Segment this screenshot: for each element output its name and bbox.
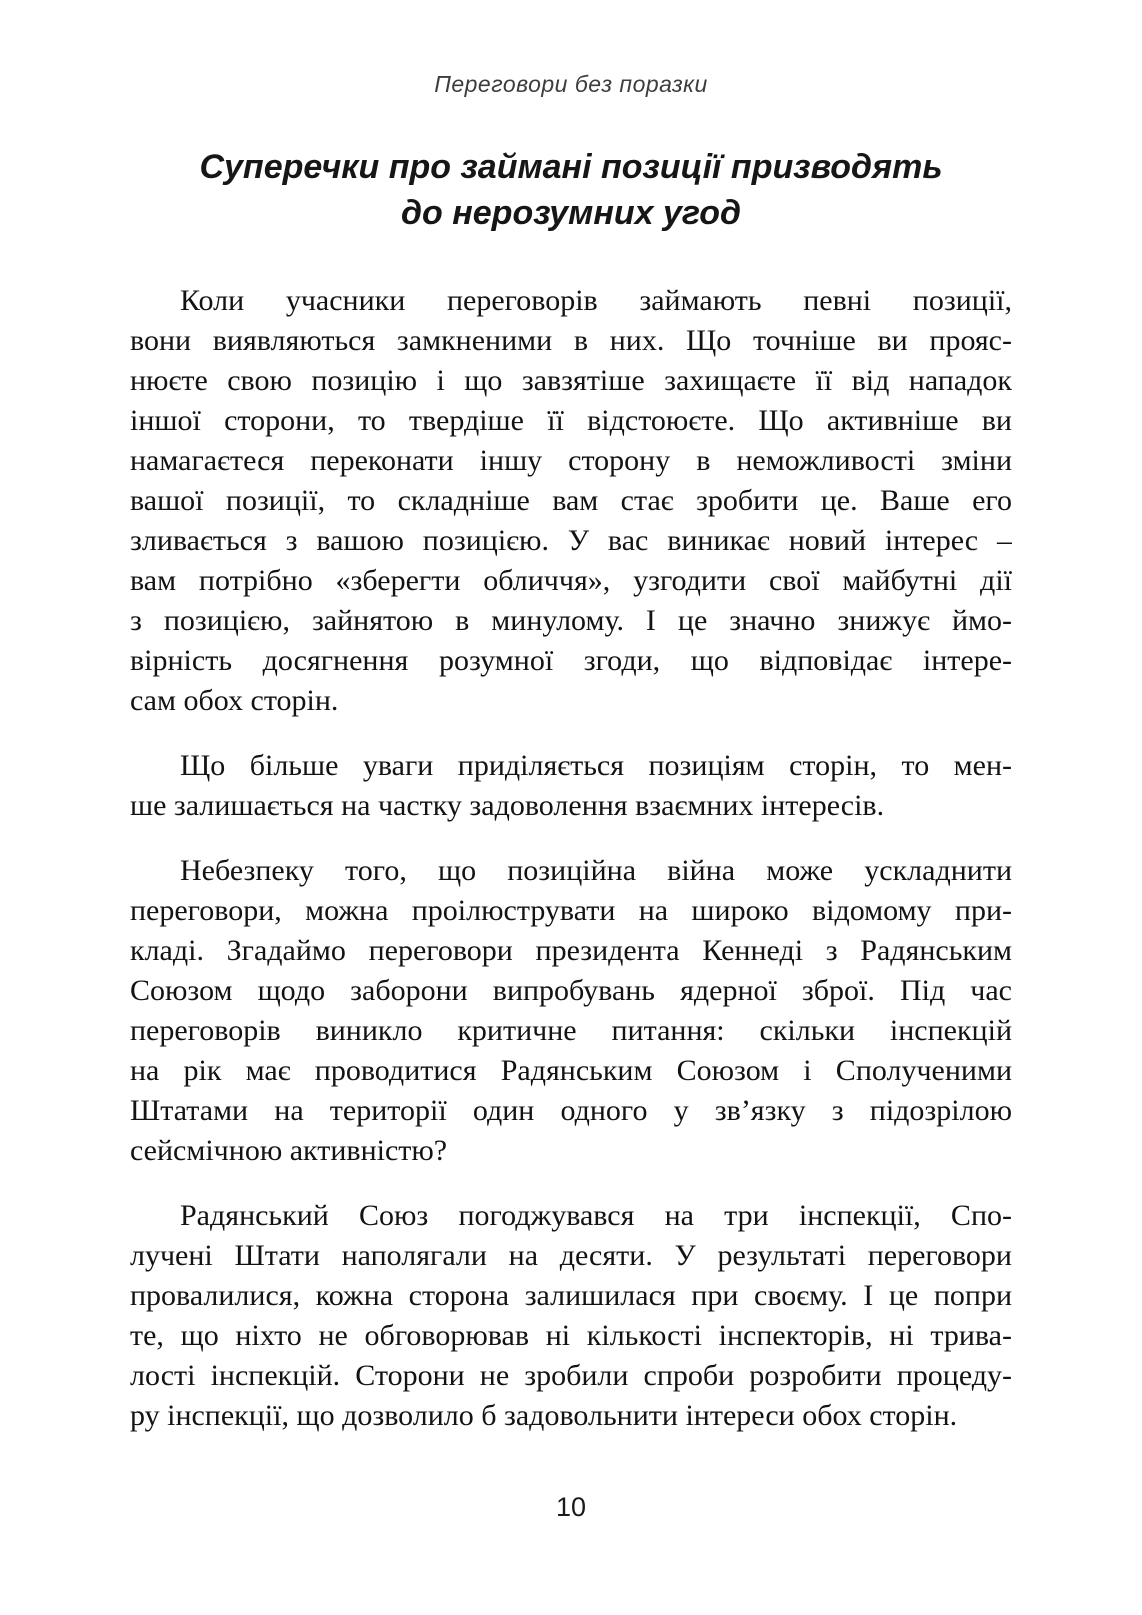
text-line: вам потрібно «зберегти обличчя», узгодити свої майбутні дії — [130, 564, 1012, 597]
text-line: Що більше уваги приділяється позиціям сторін, то мен- — [180, 749, 1012, 782]
text-line: Штатами на території один одного у зв’язку з підозрілою — [130, 1094, 1012, 1127]
text-line: вашої позиції, то складніше вам стає зробити це. Ваше его — [130, 484, 1012, 517]
text-line: Небезпеку того, що позиційна війна може ускладнити — [180, 854, 1012, 887]
paragraph-3 — [130, 851, 1012, 1171]
text-line: лучені Штати наполягали на десяти. У результаті переговори — [130, 1239, 1012, 1272]
text-line: переговорів виникло критичне питання: скільки інспекцій — [130, 1014, 1012, 1047]
text-line: провалилися, кожна сторона залишилася при своєму. І це попри — [130, 1279, 1012, 1312]
text-line: Коли учасники переговорів займають певні позиції, — [180, 284, 1012, 317]
text-line: те, що ніхто не обговорював ні кількості інспекторів, ні трива- — [130, 1319, 1012, 1352]
text-line: на рік має проводитися Радянським Союзом і Сполученими — [130, 1054, 1012, 1087]
paragraph-4 — [130, 1196, 1012, 1436]
section-heading-line-2: до нерозумних угод — [401, 194, 741, 232]
text-line: ше залишається на частку задоволення взаємних інтересів. — [130, 789, 885, 822]
paragraph-1 — [130, 281, 1012, 721]
text-line: Радянський Союз погоджувався на три інспекції, Спо- — [180, 1199, 1012, 1232]
text-line: намагаєтеся переконати іншу сторону в неможливості зміни — [130, 444, 1012, 477]
text-line: вони виявляються замкненими в них. Що точніше ви прояс- — [130, 324, 1012, 357]
text-line: лості інспекцій. Сторони не зробили спроби розробити процеду- — [130, 1359, 1012, 1392]
paragraph-2 — [130, 746, 1012, 826]
text-line: нюєте свою позицію і що завзятіше захищаєте її від нападок — [130, 364, 1012, 397]
text-line: вірність досягнення розумної згоди, що відповідає інтере- — [130, 644, 1012, 677]
text-line: переговори, можна проілюструвати на широко відомому при- — [130, 894, 1012, 927]
text-line: сейсмічною активністю? — [130, 1134, 448, 1167]
page-number: 10 — [555, 1492, 587, 1522]
section-heading — [0, 144, 1142, 236]
body-text — [130, 281, 1012, 1461]
text-line: Союзом щодо заборони випробувань ядерної зброї. Під час — [130, 974, 1012, 1007]
section-heading-line-1: Суперечки про займані позиції призводять — [199, 148, 943, 186]
text-line: з позицією, зайнятою в минулому. І це значно знижує ймо- — [130, 604, 1012, 637]
text-line: ру інспекції, що дозволило б задовольнити інтереси обох сторін. — [130, 1399, 958, 1432]
text-line: сам обох сторін. — [130, 684, 339, 717]
text-line: кладі. Згадаймо переговори президента Кеннеді з Радянським — [130, 934, 1012, 967]
text-line: зливається з вашою позицією. У вас виникає новий інтерес – — [130, 524, 1012, 557]
running-header: Переговори без поразки — [434, 71, 708, 97]
text-line: іншої сторони, то твердіше її відстоюєте. Що активніше ви — [130, 404, 1012, 437]
